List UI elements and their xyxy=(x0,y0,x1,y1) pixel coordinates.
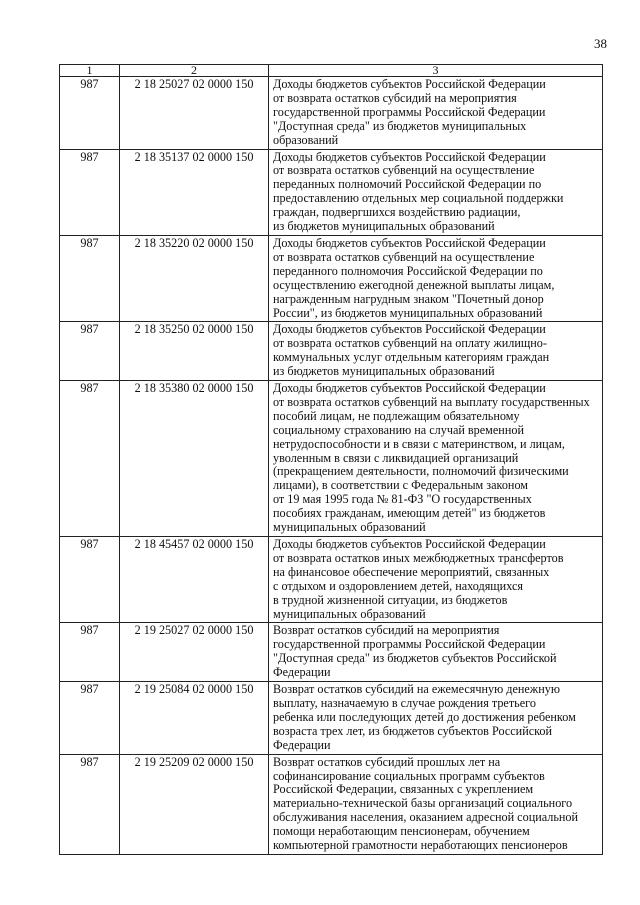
description-cell xyxy=(269,754,603,854)
table-header-row xyxy=(60,65,603,77)
description-line: Федерации xyxy=(273,665,331,680)
admin-code-cell: 987 xyxy=(60,77,120,150)
admin-code-cell: 987 xyxy=(60,537,120,623)
description-line: муниципальных образований xyxy=(273,520,426,535)
table-row xyxy=(60,682,603,755)
description-line: Доходы бюджетов субъектов Российской Федерации xyxy=(273,77,546,91)
description-line: уволенным в связи с ликвидацией организаций xyxy=(273,450,519,465)
description-line: образований xyxy=(273,132,339,147)
description-line: от возврата остатков субвенций на осуществление xyxy=(273,163,535,178)
description-line: из бюджетов муниципальных образований xyxy=(273,219,495,234)
description-line: Доходы бюджетов субъектов Российской Федерации xyxy=(273,322,546,337)
description-line: государственной программы Российской Федерации xyxy=(273,104,546,119)
budget-classification-code-cell: 2 19 25209 02 0000 150 xyxy=(120,754,269,854)
description-line: осуществлению ежегодной денежной выплаты лицам, xyxy=(273,277,555,292)
description-line: лицами), в соответствии с Федеральным законом xyxy=(273,478,529,493)
table-row xyxy=(60,754,603,854)
description-cell xyxy=(269,381,603,537)
description-line: социальному страхованию на случай временной xyxy=(273,422,524,437)
description-line: от возврата остатков иных межбюджетных трансфертов xyxy=(273,550,564,565)
budget-classification-code-cell: 2 18 25027 02 0000 150 xyxy=(120,77,269,150)
description-line: "Доступная среда" из бюджетов субъектов Российской xyxy=(273,651,557,666)
admin-code-cell: 987 xyxy=(60,682,120,755)
description-cell xyxy=(269,623,603,682)
description-line: Возврат остатков субсидий прошлых лет на xyxy=(273,754,501,769)
description-line: Возврат остатков субсидий на ежемесячную денежную xyxy=(273,682,560,697)
description-cell xyxy=(269,77,603,150)
description-cell xyxy=(269,537,603,623)
budget-classification-code-cell: 2 19 25027 02 0000 150 xyxy=(120,623,269,682)
description-line: от возврата остатков субвенций на выплату государственных xyxy=(273,394,590,409)
description-cell xyxy=(269,322,603,381)
table-row xyxy=(60,623,603,682)
description-line: переданного полномочия Российской Федерации по xyxy=(273,263,543,278)
description-line: компьютерной грамотности неработающих пенсионеров xyxy=(273,838,568,853)
table-row xyxy=(60,537,603,623)
description-line: Доходы бюджетов субъектов Российской Федерации xyxy=(273,381,546,396)
description-line: от возврата остатков субвенций на осуществление xyxy=(273,249,535,264)
admin-code-cell: 987 xyxy=(60,754,120,854)
description-line: граждан, подвергшихся воздействию радиации, xyxy=(273,205,521,220)
description-line: муниципальных образований xyxy=(273,606,426,621)
description-line: (прекращением деятельности, полномочий физическими xyxy=(273,464,569,479)
description-line: от возврата остатков субвенций на оплату жилищно- xyxy=(273,336,547,351)
description-cell xyxy=(269,149,603,235)
description-line: переданных полномочий Российской Федерации по xyxy=(273,177,542,192)
description-cell xyxy=(269,235,603,321)
description-line: из бюджетов муниципальных образований xyxy=(273,364,495,379)
description-line: России", из бюджетов муниципальных образований xyxy=(273,305,543,320)
description-line: Возврат остатков субсидий на мероприятия xyxy=(273,623,500,638)
budget-classification-code-cell: 2 18 45457 02 0000 150 xyxy=(120,537,269,623)
description-line: с отдыхом и оздоровлением детей, находящихся xyxy=(273,578,523,593)
column-header-1: 1 xyxy=(60,65,120,77)
budget-classification-code-cell: 2 18 35220 02 0000 150 xyxy=(120,235,269,321)
description-line: Доходы бюджетов субъектов Российской Федерации xyxy=(273,235,546,250)
table-row xyxy=(60,322,603,381)
admin-code-cell: 987 xyxy=(60,235,120,321)
description-line: коммунальных услуг отдельным категориям граждан xyxy=(273,350,550,365)
description-line: пособиях гражданам, имеющим детей" из бюджетов xyxy=(273,506,546,521)
description-line: выплату, назначаемую в случае рождения третьего xyxy=(273,695,536,710)
admin-code-cell: 987 xyxy=(60,322,120,381)
table-row xyxy=(60,149,603,235)
description-cell xyxy=(269,682,603,755)
description-line: нетрудоспособности и в связи с материнством, и лицам, xyxy=(273,436,565,451)
description-line: обслуживания населения, оказанием адресной социальной xyxy=(273,810,579,825)
description-line: Российской Федерации, связанных с укреплением xyxy=(273,782,534,797)
description-line: награжденным нагрудным знаком "Почетный донор xyxy=(273,291,544,306)
description-line: от возврата остатков субсидий на мероприятия xyxy=(273,90,517,105)
budget-classification-code-cell: 2 18 35137 02 0000 150 xyxy=(120,149,269,235)
page-number: 38 xyxy=(594,36,607,51)
description-line: возраста трех лет, из бюджетов субъектов Российской xyxy=(273,723,553,738)
description-line: Доходы бюджетов субъектов Российской Федерации xyxy=(273,537,546,551)
table-row xyxy=(60,77,603,150)
budget-codes-table xyxy=(59,64,603,855)
description-line: пособий лицам, не подлежащим обязательному xyxy=(273,408,520,423)
description-line: предоставлению отдельных мер социальной поддержки xyxy=(273,191,564,206)
column-header-2: 2 xyxy=(120,65,269,77)
table-row xyxy=(60,381,603,537)
admin-code-cell: 987 xyxy=(60,381,120,537)
budget-classification-code-cell: 2 19 25084 02 0000 150 xyxy=(120,682,269,755)
budget-classification-code-cell: 2 18 35380 02 0000 150 xyxy=(120,381,269,537)
description-line: помощи неработающим пенсионерам, обучением xyxy=(273,824,530,839)
description-line: "Доступная среда" из бюджетов муниципальных xyxy=(273,118,527,133)
column-header-3: 3 xyxy=(269,65,603,77)
description-line: софинансирование социальных программ субъектов xyxy=(273,768,545,783)
budget-classification-code-cell: 2 18 35250 02 0000 150 xyxy=(120,322,269,381)
description-line: ребенка или последующих детей до достижения ребенком xyxy=(273,709,576,724)
admin-code-cell: 987 xyxy=(60,149,120,235)
description-line: от 19 мая 1995 года № 81-ФЗ "О государственных xyxy=(273,492,532,507)
description-line: государственной программы Российской Федерации xyxy=(273,637,546,652)
table-row xyxy=(60,235,603,321)
description-line: Доходы бюджетов субъектов Российской Федерации xyxy=(273,149,546,164)
description-line: на финансовое обеспечение мероприятий, связанных xyxy=(273,564,550,579)
description-line: Федерации xyxy=(273,737,331,752)
description-line: в трудной жизненной ситуации, из бюджетов xyxy=(273,592,508,607)
description-line: материально-технической базы организаций социального xyxy=(273,796,573,811)
admin-code-cell: 987 xyxy=(60,623,120,682)
